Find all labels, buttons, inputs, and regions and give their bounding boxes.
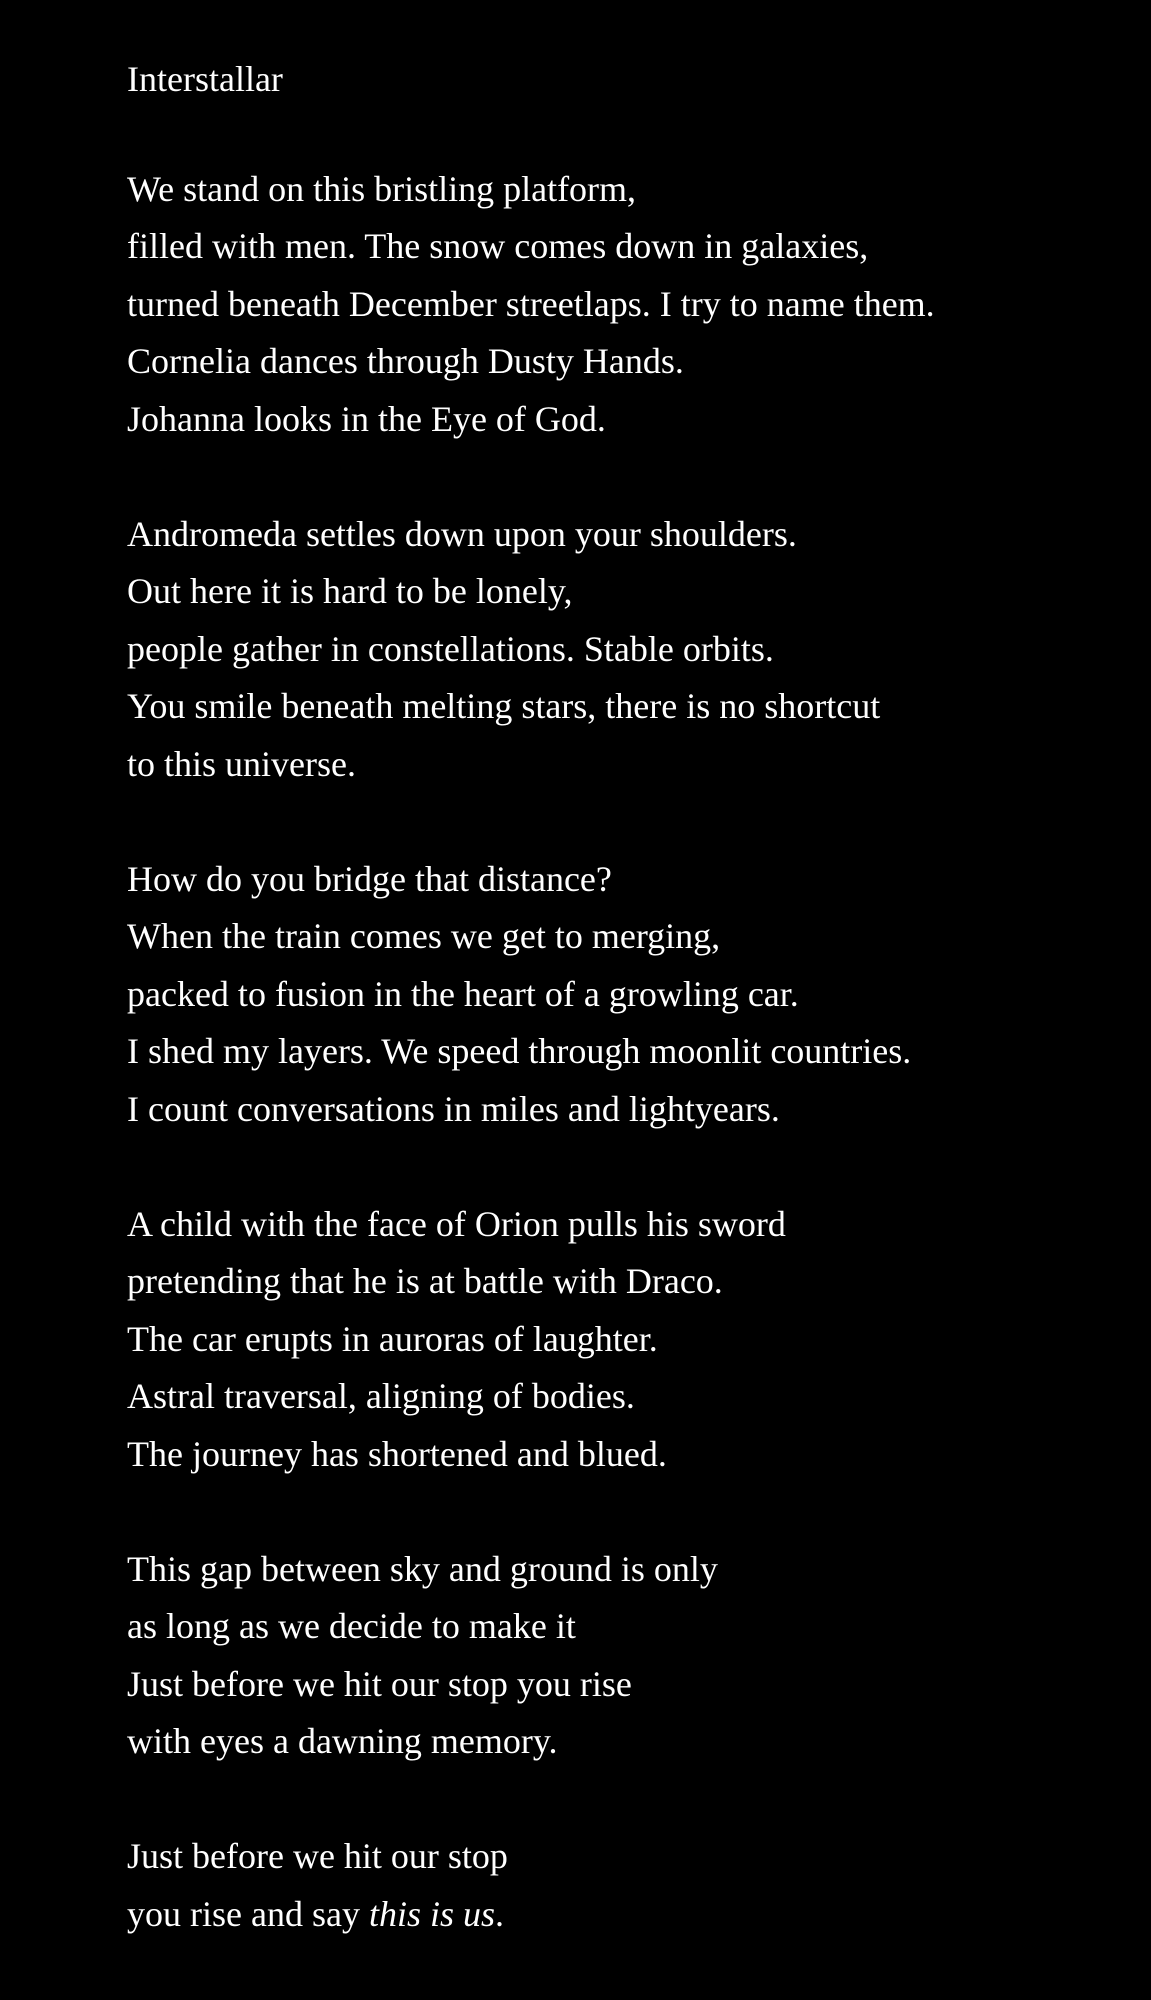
poem-line: Andromeda settles down upon your shoulders.: [127, 513, 797, 554]
poem-line: Cornelia dances through Dusty Hands.: [127, 341, 684, 381]
stanza-4: [127, 1196, 1127, 1484]
poem-line: Just before we hit our stop: [127, 1836, 508, 1876]
poem-line: turned beneath December streetlaps. I try to name them.: [127, 283, 935, 324]
poem-line: The car erupts in auroras of laughter.: [127, 1318, 658, 1359]
poem-line: Astral traversal, aligning of bodies.: [127, 1376, 635, 1416]
final-line-end: .: [495, 1893, 504, 1934]
poem-line: The journey has shortened and blued.: [127, 1433, 667, 1474]
poem-line: packed to fusion in the heart of a growling car.: [127, 973, 799, 1014]
poem-line: I shed my layers. We speed through moonlit countries.: [127, 1031, 912, 1071]
poem-line: pretending that he is at battle with Draco.: [127, 1261, 723, 1301]
poem-line: Just before we hit our stop you rise: [127, 1663, 632, 1704]
stanza-5: [127, 1541, 1127, 1771]
poem-line: A child with the face of Orion pulls his sword: [127, 1203, 786, 1244]
poem: [127, 55, 1127, 1943]
stanza-6: [127, 1828, 1127, 1943]
poem-line: When the train comes we get to merging,: [127, 916, 721, 956]
poem-line: Out here it is hard to be lonely,: [127, 571, 573, 611]
poem-line: filled with men. The snow comes down in galaxies,: [127, 226, 869, 266]
stanza-2: [127, 506, 1127, 794]
poem-line: You smile beneath melting stars, there is no shortcut: [127, 686, 881, 726]
stanza-1: [127, 161, 1127, 449]
poem-final-line: [127, 1886, 1127, 1944]
poem-line: to this universe.: [127, 743, 356, 784]
poem-line: people gather in constellations. Stable orbits.: [127, 628, 774, 669]
stanza-3: [127, 851, 1127, 1139]
poem-line: with eyes a dawning memory.: [127, 1721, 558, 1761]
poem-title: Interstallar: [127, 59, 283, 99]
final-line-italic: this is us: [368, 1893, 495, 1934]
poem-line: I count conversations in miles and lightyears.: [127, 1088, 780, 1129]
poem-line: as long as we decide to make it: [127, 1606, 576, 1646]
poem-line: This gap between sky and ground is only: [127, 1548, 718, 1589]
poem-line: Johanna looks in the Eye of God.: [127, 398, 606, 439]
final-line-plain: you rise and say: [127, 1893, 369, 1934]
poem-line: How do you bridge that distance?: [127, 858, 612, 899]
poem-line: We stand on this bristling platform,: [127, 168, 637, 209]
